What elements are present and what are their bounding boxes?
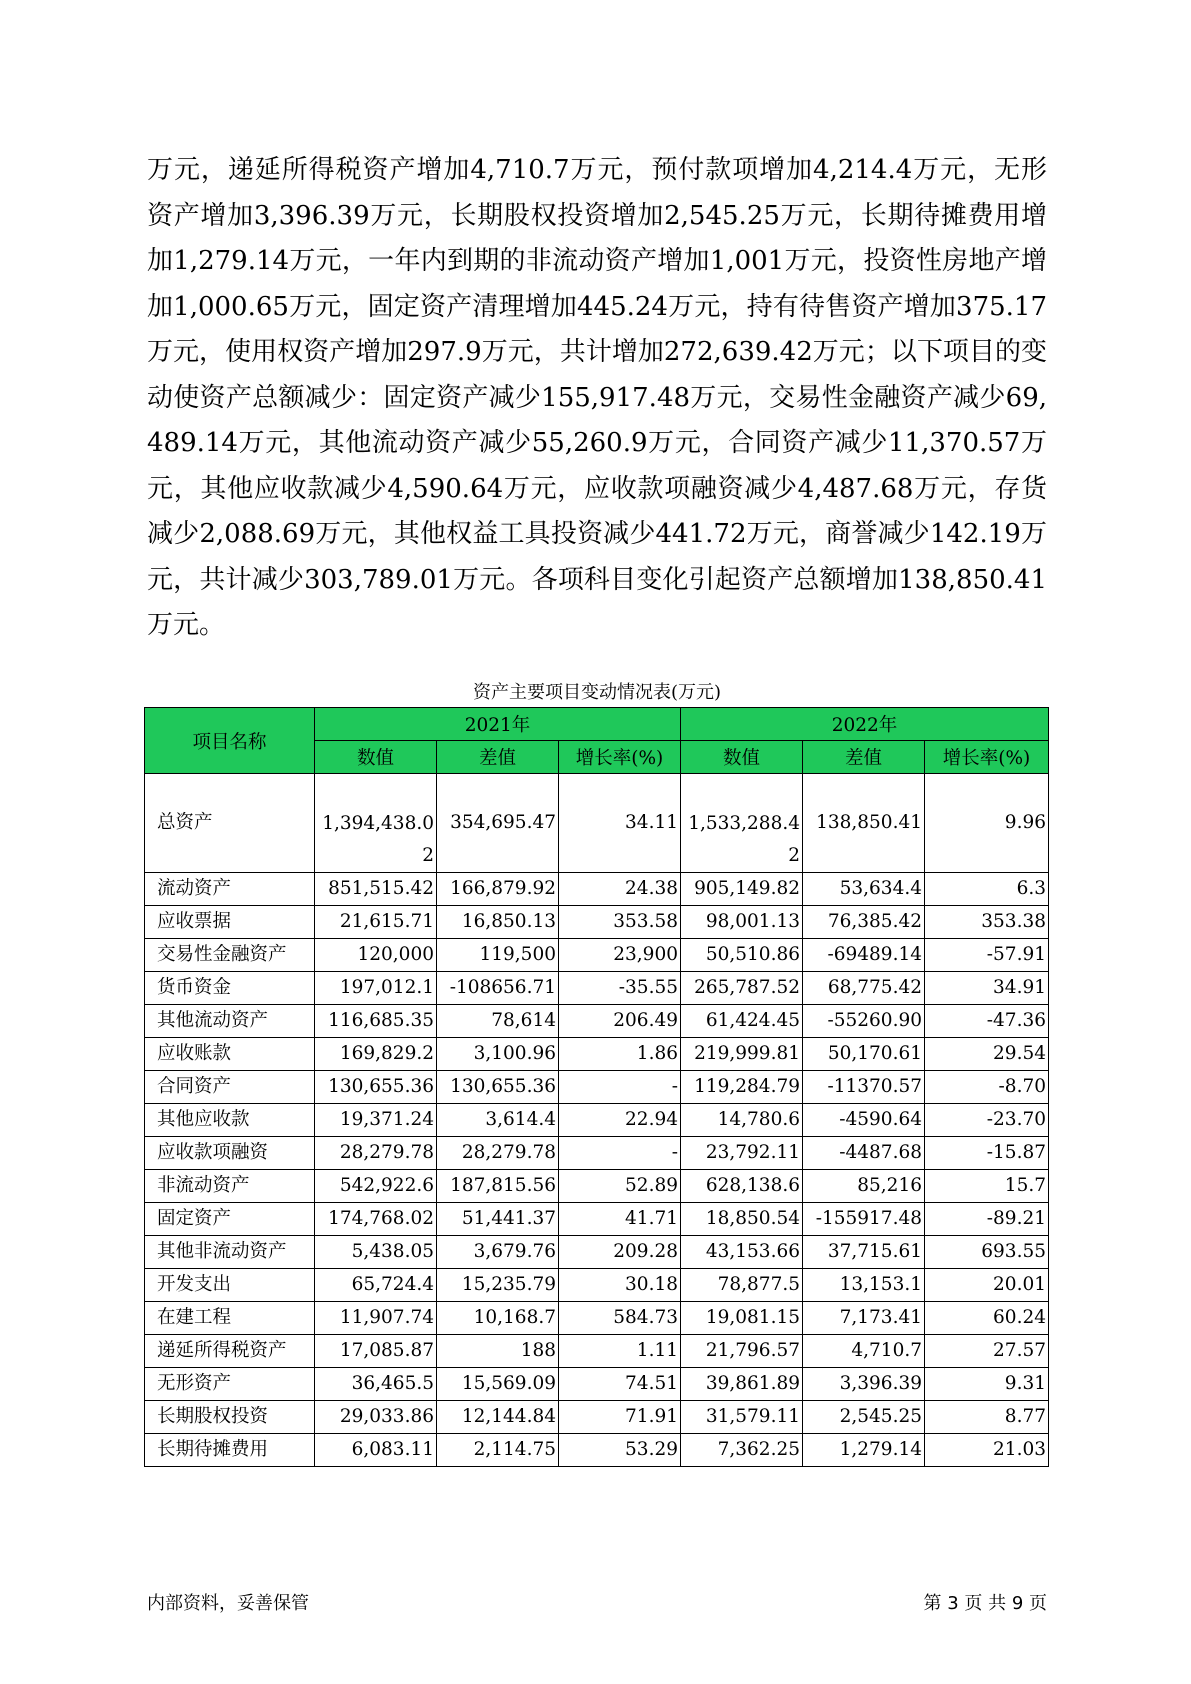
value-2022: 7,362.25 [681, 1434, 803, 1467]
table-row [145, 1302, 1049, 1335]
diff-2022: -4487.68 [803, 1137, 925, 1170]
table-row [145, 1434, 1049, 1467]
rate-2022: 9.96 [925, 774, 1049, 873]
rate-2022: 27.57 [925, 1335, 1049, 1368]
row-name: 总资产 [145, 774, 315, 873]
table-row [145, 972, 1049, 1005]
rate-2022: -8.70 [925, 1071, 1049, 1104]
diff-2022: 68,775.42 [803, 972, 925, 1005]
diff-2022: 37,715.61 [803, 1236, 925, 1269]
value-2021: 29,033.86 [315, 1401, 437, 1434]
value-2022: 21,796.57 [681, 1335, 803, 1368]
header-diff-2021: 差值 [437, 741, 559, 774]
rate-2021: 30.18 [559, 1269, 681, 1302]
diff-2022: 13,153.1 [803, 1269, 925, 1302]
table-row [145, 1137, 1049, 1170]
diff-2021: 130,655.36 [437, 1071, 559, 1104]
rate-2022: 9.31 [925, 1368, 1049, 1401]
row-name: 合同资产 [145, 1071, 315, 1104]
row-name: 非流动资产 [145, 1170, 315, 1203]
rate-2021: - [559, 1071, 681, 1104]
value-2021: 65,724.4 [315, 1269, 437, 1302]
diff-2022: 76,385.42 [803, 906, 925, 939]
value-2022: 119,284.79 [681, 1071, 803, 1104]
rate-2021: 353.58 [559, 906, 681, 939]
rate-2021: 23,900 [559, 939, 681, 972]
value-2022: 31,579.11 [681, 1401, 803, 1434]
row-name: 货币资金 [145, 972, 315, 1005]
rate-2021: 209.28 [559, 1236, 681, 1269]
row-name: 交易性金融资产 [145, 939, 315, 972]
value-2022: 18,850.54 [681, 1203, 803, 1236]
header-rate-2021: 增长率(%) [559, 741, 681, 774]
diff-2022: 138,850.41 [803, 774, 925, 873]
diff-2021: 166,879.92 [437, 873, 559, 906]
header-rate-2022: 增长率(%) [925, 741, 1049, 774]
assets-change-table [144, 707, 1049, 1467]
diff-2022: -4590.64 [803, 1104, 925, 1137]
diff-2021: 188 [437, 1335, 559, 1368]
table-row [145, 1368, 1049, 1401]
value-2022: 219,999.81 [681, 1038, 803, 1071]
diff-2022: 7,173.41 [803, 1302, 925, 1335]
table-row [145, 1071, 1049, 1104]
value-2022: 50,510.86 [681, 939, 803, 972]
value-2021: 5,438.05 [315, 1236, 437, 1269]
rate-2021: 41.71 [559, 1203, 681, 1236]
rate-2021: 53.29 [559, 1434, 681, 1467]
value-2022: 61,424.45 [681, 1005, 803, 1038]
rate-2021: 24.38 [559, 873, 681, 906]
value-2022: 98,001.13 [681, 906, 803, 939]
diff-2021: 2,114.75 [437, 1434, 559, 1467]
rate-2022: 6.3 [925, 873, 1049, 906]
rate-2021: -35.55 [559, 972, 681, 1005]
row-name: 开发支出 [145, 1269, 315, 1302]
row-name: 应收票据 [145, 906, 315, 939]
rate-2022: 15.7 [925, 1170, 1049, 1203]
rate-2022: -15.87 [925, 1137, 1049, 1170]
table-title: 资产主要项目变动情况表(万元) [472, 682, 722, 703]
diff-2021: 3,679.76 [437, 1236, 559, 1269]
row-name: 无形资产 [145, 1368, 315, 1401]
value-2021: 542,922.6 [315, 1170, 437, 1203]
value-2021: 120,000 [315, 939, 437, 972]
value-2022: 905,149.82 [681, 873, 803, 906]
value-2021: 28,279.78 [315, 1137, 437, 1170]
diff-2021: 354,695.47 [437, 774, 559, 873]
value-2021: 17,085.87 [315, 1335, 437, 1368]
row-name: 应收款项融资 [145, 1137, 315, 1170]
table-row [145, 1203, 1049, 1236]
value-2021: 11,907.74 [315, 1302, 437, 1335]
diff-2021: 78,614 [437, 1005, 559, 1038]
rate-2021: 34.11 [559, 774, 681, 873]
row-name: 流动资产 [145, 873, 315, 906]
row-name: 长期待摊费用 [145, 1434, 315, 1467]
value-2021: 6,083.11 [315, 1434, 437, 1467]
diff-2021: 3,614.4 [437, 1104, 559, 1137]
header-year-2021: 2021年 [315, 708, 681, 741]
diff-2021: 187,815.56 [437, 1170, 559, 1203]
rate-2022: 353.38 [925, 906, 1049, 939]
diff-2021: -108656.71 [437, 972, 559, 1005]
rate-2022: 693.55 [925, 1236, 1049, 1269]
value-2022: 39,861.89 [681, 1368, 803, 1401]
row-name: 其他非流动资产 [145, 1236, 315, 1269]
rate-2022: 34.91 [925, 972, 1049, 1005]
header-year-2022: 2022年 [681, 708, 1049, 741]
diff-2022: 2,545.25 [803, 1401, 925, 1434]
rate-2022: -57.91 [925, 939, 1049, 972]
row-name: 长期股权投资 [145, 1401, 315, 1434]
table-row [145, 774, 1049, 873]
value-2022: 23,792.11 [681, 1137, 803, 1170]
value-2022: 628,138.6 [681, 1170, 803, 1203]
diff-2021: 119,500 [437, 939, 559, 972]
value-2021: 174,768.02 [315, 1203, 437, 1236]
value-2022: 1,533,288.42 [681, 774, 803, 873]
footer-confidential-note: 内部资料，妥善保管 [147, 1593, 309, 1614]
row-name: 其他流动资产 [145, 1005, 315, 1038]
diff-2022: -55260.90 [803, 1005, 925, 1038]
table-row [145, 1335, 1049, 1368]
table-row [145, 1005, 1049, 1038]
rate-2022: 8.77 [925, 1401, 1049, 1434]
rate-2022: 20.01 [925, 1269, 1049, 1302]
table-row [145, 906, 1049, 939]
diff-2022: 53,634.4 [803, 873, 925, 906]
diff-2021: 51,441.37 [437, 1203, 559, 1236]
value-2021: 116,685.35 [315, 1005, 437, 1038]
header-row-years [145, 708, 1049, 741]
diff-2022: -69489.14 [803, 939, 925, 972]
value-2022: 265,787.52 [681, 972, 803, 1005]
value-2021: 1,394,438.02 [315, 774, 437, 873]
rate-2022: 60.24 [925, 1302, 1049, 1335]
value-2021: 19,371.24 [315, 1104, 437, 1137]
table-row [145, 1038, 1049, 1071]
value-2022: 43,153.66 [681, 1236, 803, 1269]
value-2022: 78,877.5 [681, 1269, 803, 1302]
table-row [145, 1170, 1049, 1203]
diff-2021: 15,235.79 [437, 1269, 559, 1302]
header-value-2022: 数值 [681, 741, 803, 774]
value-2021: 197,012.1 [315, 972, 437, 1005]
header-value-2021: 数值 [315, 741, 437, 774]
table-row [145, 1236, 1049, 1269]
diff-2021: 10,168.7 [437, 1302, 559, 1335]
rate-2021: 52.89 [559, 1170, 681, 1203]
diff-2022: 1,279.14 [803, 1434, 925, 1467]
diff-2021: 16,850.13 [437, 906, 559, 939]
diff-2022: 4,710.7 [803, 1335, 925, 1368]
diff-2022: -155917.48 [803, 1203, 925, 1236]
diff-2022: 50,170.61 [803, 1038, 925, 1071]
table-row [145, 1269, 1049, 1302]
table-row [145, 939, 1049, 972]
rate-2021: 74.51 [559, 1368, 681, 1401]
rate-2021: 71.91 [559, 1401, 681, 1434]
rate-2022: 21.03 [925, 1434, 1049, 1467]
diff-2022: -11370.57 [803, 1071, 925, 1104]
rate-2022: -47.36 [925, 1005, 1049, 1038]
row-name: 固定资产 [145, 1203, 315, 1236]
rate-2021: 206.49 [559, 1005, 681, 1038]
table-row [145, 873, 1049, 906]
rate-2022: 29.54 [925, 1038, 1049, 1071]
diff-2021: 12,144.84 [437, 1401, 559, 1434]
rate-2021: 22.94 [559, 1104, 681, 1137]
diff-2021: 3,100.96 [437, 1038, 559, 1071]
rate-2021: 1.11 [559, 1335, 681, 1368]
value-2021: 169,829.2 [315, 1038, 437, 1071]
header-diff-2022: 差值 [803, 741, 925, 774]
rate-2021: 1.86 [559, 1038, 681, 1071]
rate-2021: 584.73 [559, 1302, 681, 1335]
row-name: 在建工程 [145, 1302, 315, 1335]
value-2022: 14,780.6 [681, 1104, 803, 1137]
rate-2022: -23.70 [925, 1104, 1049, 1137]
diff-2022: 3,396.39 [803, 1368, 925, 1401]
footer-page-number: 第 3 页 共 9 页 [923, 1593, 1047, 1614]
value-2021: 130,655.36 [315, 1071, 437, 1104]
diff-2021: 15,569.09 [437, 1368, 559, 1401]
row-name: 递延所得税资产 [145, 1335, 315, 1368]
rate-2022: -89.21 [925, 1203, 1049, 1236]
row-name: 应收账款 [145, 1038, 315, 1071]
value-2021: 851,515.42 [315, 873, 437, 906]
row-name: 其他应收款 [145, 1104, 315, 1137]
value-2022: 19,081.15 [681, 1302, 803, 1335]
table-row [145, 1104, 1049, 1137]
rate-2021: - [559, 1137, 681, 1170]
body-paragraph: 万元，递延所得税资产增加4,710.7万元，预付款项增加4,214.4万元，无形资产增加3,396.39万元，长期股权投资增加2,545.25万元，长期待摊费用增加1,279.14万元，一年内到期的非流动资产增加1,001万元，投资性房地产增加1,000.65万元，固定资产清理增加445.24万元，持有待售资产增加375.17万元，使用权资产增加297.9万元，共计增加272,639.42万元；以下项目的变动使资产总额减少：固定资产减少155,917.48万元，交易性金融资产减少69,489.14万元，其他流动资产减少55,260.9万元，合同资产减少11,370.57万元，其他应收款减少4,590.64万元，应收款项融资减少4,487.68万元，存货减少2,088.69万元，其他权益工具投资减少441.72万元，商誉减少142.19万元，共计减少303,789.01万元。各项科目变化引起资产总额增加138,850.41万元。 [147, 155, 1047, 640]
table-row [145, 1401, 1049, 1434]
diff-2022: 85,216 [803, 1170, 925, 1203]
value-2021: 21,615.71 [315, 906, 437, 939]
header-item-name: 项目名称 [145, 708, 315, 774]
diff-2021: 28,279.78 [437, 1137, 559, 1170]
value-2021: 36,465.5 [315, 1368, 437, 1401]
